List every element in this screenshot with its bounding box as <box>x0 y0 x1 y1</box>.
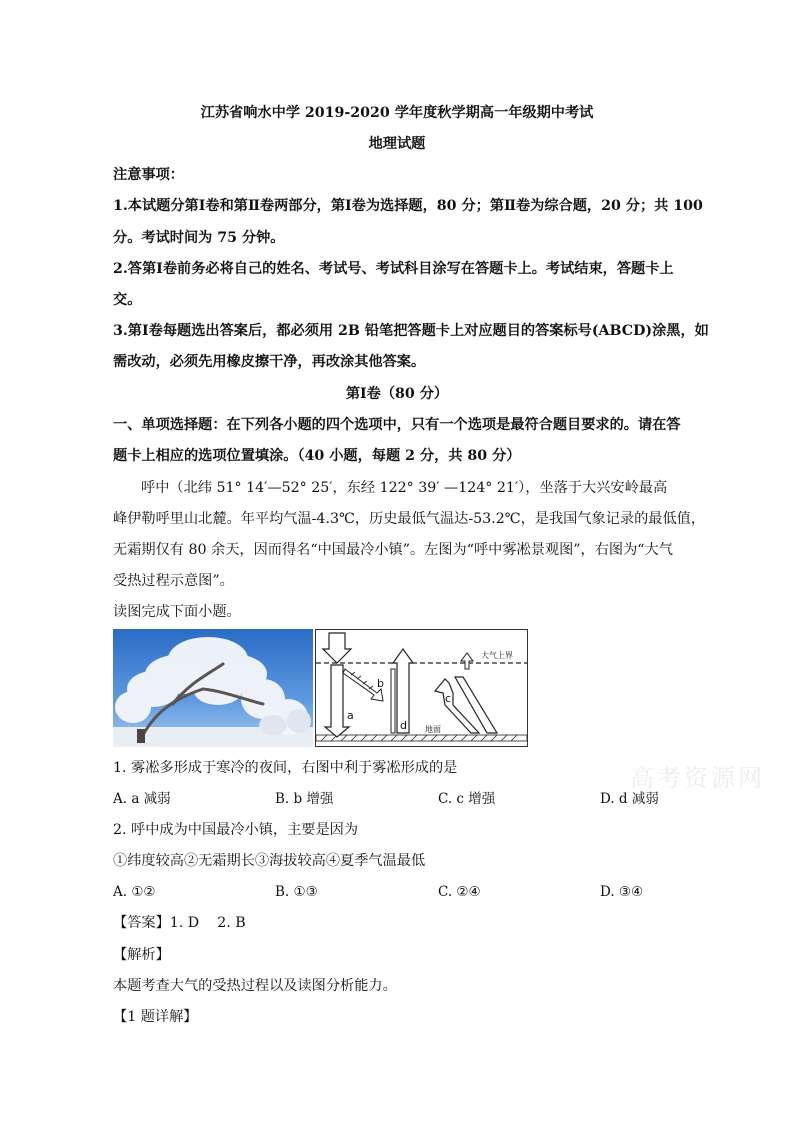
analysis-heading: 【解析】 <box>113 947 170 963</box>
q2-option-b: B. ①③ <box>275 884 318 900</box>
passage-line-2: 峰伊勒呼里山北麓。年平均气温-4.3℃，历史最低气温达-53.2℃，是我国气象记录的最低值， <box>113 511 706 527</box>
label-c: c <box>445 692 452 705</box>
notice-line-2b: 交。 <box>113 292 142 308</box>
q2-items: ①纬度较高②无霜期长③海拔较高④夏季气温最低 <box>113 853 426 869</box>
upper-atmosphere-label: 大气上界 <box>481 651 513 660</box>
q2-option-a: A. ①② <box>113 884 156 900</box>
detail-heading: 【1 题详解】 <box>113 1009 198 1025</box>
label-b: b <box>377 677 384 690</box>
passage-line-3: 无霜期仅有 80 余天，因而得名“中国最冷小镇”。左图为“呼中雾凇景观图”，右图为“大气 <box>113 542 673 558</box>
q1-option-d: D. d 减弱 <box>600 791 659 807</box>
q2-option-c: C. ②④ <box>438 884 481 900</box>
q1-stem: 1. 雾凇多形成于寒冷的夜间，右图中利于雾凇形成的是 <box>113 760 458 776</box>
passage-line-4: 受热过程示意图”。 <box>113 573 234 589</box>
ground-label: 地面 <box>425 725 441 734</box>
notice-heading: 注意事项： <box>113 167 184 183</box>
rime-landscape-photo <box>113 629 313 747</box>
atmosphere-heating-diagram <box>315 629 528 747</box>
notice-line-3a: 3.第Ⅰ卷每题选出答案后，都必须用 2B 铅笔把答题卡上对应题目的答案标号(ABCD)涂黑，如 <box>113 323 709 339</box>
q1-option-b: B. b 增强 <box>275 791 334 807</box>
q2-option-d: D. ③④ <box>600 884 644 900</box>
label-a: a <box>347 709 354 722</box>
passage-line-1: 呼中（北纬 51° 14′—52° 25′，东经 122° 39′ —124° 21′），坐落于大兴安岭最高 <box>141 480 668 496</box>
exam-title: 江苏省响水中学 2019-2020 学年度秋学期高一年级期中考试 <box>200 105 594 121</box>
notice-line-1b: 分。考试时间为 75 分钟。 <box>113 230 285 246</box>
notice-line-2a: 2.答第Ⅰ卷前务必将自己的姓名、考试号、考试科目涂写在答题卡上。考试结束，答题卡上 <box>113 261 674 277</box>
notice-line-1a: 1.本试题分第Ⅰ卷和第Ⅱ卷两部分，第Ⅰ卷为选择题，80 分；第Ⅱ卷为综合题，20 分；共 100 <box>113 198 703 214</box>
watermark: 高考资源网 <box>630 764 765 792</box>
q2-stem: 2. 呼中成为中国最冷小镇，主要是因为 <box>113 822 359 838</box>
section-line-2: 题卡上相应的选项位置填涂。（40 小题，每题 2 分，共 80 分） <box>113 448 521 464</box>
section-line-1: 一、单项选择题：在下列各小题的四个选项中，只有一个选项是最符合题目要求的。请在答 <box>113 417 681 433</box>
passage-line-5: 读图完成下面小题。 <box>113 604 241 620</box>
q1-option-a: A. a 减弱 <box>113 791 171 807</box>
analysis-text: 本题考查大气的受热过程以及读图分析能力。 <box>113 978 397 994</box>
q1-option-c: C. c 增强 <box>438 791 496 807</box>
answer-line: 【答案】1. D 2. B <box>113 915 246 931</box>
part1-title: 第Ⅰ卷（80 分） <box>345 386 449 402</box>
exam-subtitle: 地理试题 <box>368 136 426 152</box>
label-d: d <box>400 719 407 732</box>
notice-line-3b: 需改动，必须先用橡皮擦干净，再改涂其他答案。 <box>113 354 426 370</box>
